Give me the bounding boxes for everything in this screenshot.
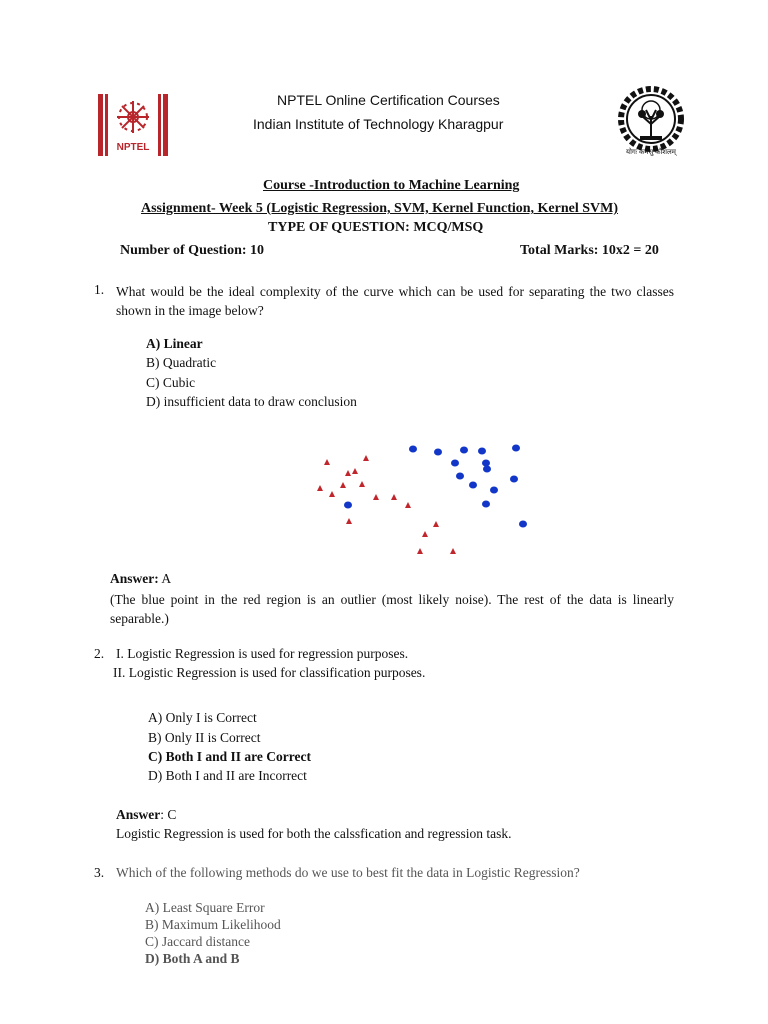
- red-point: [363, 455, 369, 461]
- blue-point: [344, 502, 352, 509]
- q3-option-a: A) Least Square Error: [145, 900, 265, 915]
- blue-point: [478, 448, 486, 455]
- iit-motto: योगः कर्मसु कौशलम्: [626, 148, 676, 156]
- header-line-2: Indian Institute of Technology Kharagpur: [253, 116, 504, 132]
- q3-option-b: B) Maximum Likelihood: [145, 917, 281, 932]
- q2-answer-label: Answer: [116, 807, 161, 822]
- q2-statement-2: II. Logistic Regression is used for classification purposes.: [113, 665, 426, 680]
- blue-point: [512, 445, 520, 452]
- iit-emblem-icon: [614, 86, 688, 152]
- nptel-logo: [96, 92, 170, 158]
- blue-point: [482, 501, 490, 508]
- red-point: [359, 481, 365, 487]
- q1-option-c: C) Cubic: [146, 375, 196, 390]
- red-point: [340, 482, 346, 488]
- red-point: [391, 494, 397, 500]
- question-type: TYPE OF QUESTION: MCQ/MSQ: [268, 220, 484, 235]
- q2-answer: [116, 807, 176, 823]
- q2-number: 2.: [94, 646, 105, 661]
- blue-point: [460, 447, 468, 454]
- q2-answer-value: : C: [160, 807, 177, 822]
- red-point: [450, 548, 456, 554]
- blue-point: [482, 460, 490, 467]
- q1-option-d: D) insufficient data to draw conclusion: [146, 394, 357, 409]
- red-point: [329, 491, 335, 497]
- blue-point: [434, 449, 442, 456]
- q2-statement-1: I. Logistic Regression is used for regression purposes.: [116, 646, 409, 661]
- q1-answer-value: A: [158, 571, 172, 586]
- blue-point: [451, 460, 459, 467]
- red-point: [317, 485, 323, 491]
- blue-point: [510, 476, 518, 483]
- course-title: Course -Introduction to Machine Learning: [263, 178, 520, 193]
- number-of-questions: Number of Question: 10: [120, 243, 265, 258]
- q3-option-c: C) Jaccard distance: [145, 934, 250, 949]
- q3-text: Which of the following methods do we use to best fit the data in Logistic Regression?: [116, 865, 580, 880]
- nptel-logo-text: NPTEL: [116, 142, 150, 153]
- blue-point: [456, 473, 464, 480]
- red-point: [373, 494, 379, 500]
- q2-option-a: A) Only I is Correct: [148, 710, 257, 725]
- red-point: [417, 548, 423, 554]
- header-line-1: NPTEL Online Certification Courses: [277, 92, 500, 108]
- blue-point: [469, 482, 477, 489]
- q3-number: 3.: [94, 865, 105, 880]
- blue-point: [490, 487, 498, 494]
- q1-answer: [110, 571, 171, 587]
- red-point: [324, 459, 330, 465]
- red-point: [422, 531, 428, 537]
- red-point: [345, 470, 351, 476]
- q1-option-a: A) Linear: [146, 336, 203, 351]
- q1-text: What would be the ideal complexity of the curve which can be used for separating the two classes shown in the image below?: [116, 284, 674, 318]
- q2-option-d: D) Both I and II are Incorrect: [148, 768, 307, 783]
- q1-scatter-figure: [310, 438, 535, 563]
- q2-option-c: C) Both I and II are Correct: [148, 749, 311, 764]
- q1-explanation: (The blue point in the red region is an outlier (most likely noise). The rest of the data is linearly separable.): [110, 592, 674, 626]
- q2-explanation: Logistic Regression is used for both the calssfication and regression task.: [116, 826, 512, 841]
- assignment-title: Assignment- Week 5 (Logistic Regression, SVM, Kernel Function, Kernel SVM): [141, 201, 619, 216]
- q2-option-b: B) Only II is Correct: [148, 730, 261, 745]
- blue-point: [483, 466, 491, 473]
- red-point: [346, 518, 352, 524]
- iit-kgp-logo: [614, 86, 688, 162]
- red-point: [433, 521, 439, 527]
- blue-point: [409, 446, 417, 453]
- q3-option-d: D) Both A and B: [145, 951, 240, 966]
- red-point: [352, 468, 358, 474]
- q1-number: 1.: [94, 282, 105, 297]
- q1-answer-label: Answer:: [110, 571, 159, 586]
- blue-point: [519, 521, 527, 528]
- red-point: [405, 502, 411, 508]
- total-marks: Total Marks: 10x2 = 20: [520, 243, 659, 258]
- q1-option-b: B) Quadratic: [146, 355, 217, 370]
